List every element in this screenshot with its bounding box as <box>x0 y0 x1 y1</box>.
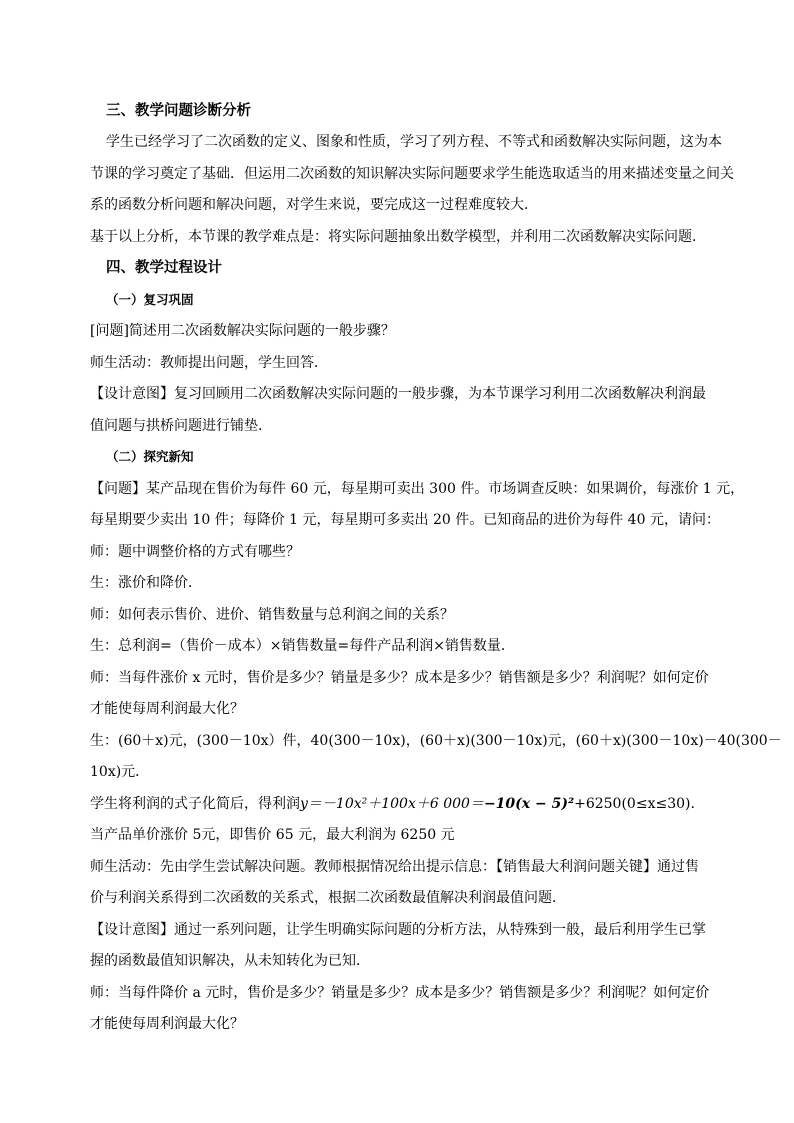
formula-prefix: 学生将利润的式子化简后，得利润 <box>90 796 300 812</box>
paragraph-line: 值问题与拱桥问题进行铺垫． <box>90 418 272 434</box>
paragraph-line: 当产品单价涨价 5元，即售价 65 元，最大利润为 6250 元 <box>90 827 455 843</box>
formula-suffix: +6250(0≤x≤30). <box>574 796 695 812</box>
paragraph-line: 师：题中调整价格的方式有哪些？ <box>90 544 300 560</box>
paragraph-line: 学生已经学习了二次函数的定义、图象和性质，学习了列方程、不等式和函数解决实际问题，这为本 <box>106 134 722 150</box>
paragraph-line: 生：总利润=（售价－成本）×销售数量=每件产品利润×销售数量． <box>90 638 515 654</box>
section-heading-3: 三、教学问题诊断分析 <box>106 102 251 119</box>
paragraph-line: 每星期要少卖出 10 件；每降价 1 元，每星期可多卖出 20 件。已知商品的进价为每件 40 元，请问： <box>90 512 720 528</box>
paragraph-line: 师生活动：教师提出问题，学生回答． <box>90 355 328 371</box>
paragraph-line: 师：当每件降价 a 元时，售价是多少？销量是多少？成本是多少？销售额是多少？利润呢？如何定价 <box>90 985 710 1001</box>
paragraph-line: 师：当每件涨价 x 元时，售价是多少？销量是多少？成本是多少？销售额是多少？利润呢？如何定价 <box>90 670 709 686</box>
subsection-heading-2: （二）探究新知 <box>106 449 194 464</box>
paragraph-line: 节课的学习奠定了基础．但运用二次函数的知识解决实际问题要求学生能选取适当的用来描述变量之间关 <box>90 166 734 182</box>
paragraph-line: 才能使每周利润最大化？ <box>90 701 244 717</box>
section-heading-4: 四、教学过程设计 <box>106 259 222 276</box>
paragraph-line: 系的函数分析问题和解决问题，对学生来说，要完成这一过程难度较大． <box>90 197 538 213</box>
paragraph-line: 【问题】某产品现在售价为每件 60 元，每星期可卖出 300 件。市场调查反映：如果调价，每涨价 1 元， <box>90 481 745 497</box>
paragraph-line: 【设计意图】通过一系列问题，让学生明确实际问题的分析方法，从特殊到一般，最后利用学生已掌 <box>90 922 706 938</box>
paragraph-line: 生：涨价和降价． <box>90 575 202 591</box>
formula-line <box>90 795 695 813</box>
paragraph-line: 师生活动：先由学生尝试解决问题。教师根据情况给出提示信息：【销售最大利润问题关键】通过售 <box>90 859 699 875</box>
paragraph-line: 握的函数最值知识解决，从未知转化为已知． <box>90 953 370 969</box>
paragraph-line: [问题]简述用二次函数解决实际问题的一般步骤？ <box>90 323 395 339</box>
paragraph-line: 基于以上分析，本节课的教学难点是：将实际问题抽象出数学模型，并利用二次函数解决实际问题． <box>90 229 706 245</box>
paragraph-line: 师：如何表示售价、进价、销售数量与总利润之间的关系？ <box>90 607 454 623</box>
paragraph-line: 生：(60＋x)元，(300－10x）件，40(300－10x)，(60＋x)(300－10x)元，(60＋x)(300－10x)－40(300－ <box>90 733 782 749</box>
subsection-heading-1: （一）复习巩固 <box>106 292 194 307</box>
formula-expression-1: y＝－10x²＋100x＋6 000＝ <box>300 796 484 812</box>
paragraph-line: 10x)元． <box>90 764 150 780</box>
formula-expression-2: −10(x − 5)² <box>483 796 575 812</box>
paragraph-line: 才能使每周利润最大化？ <box>90 1016 244 1032</box>
paragraph-line: 【设计意图】复习回顾用二次函数解决实际问题的一般步骤，为本节课学习利用二次函数解决利润最 <box>90 386 706 402</box>
paragraph-line: 价与利润关系得到二次函数的关系式，根据二次函数最值解决利润最值问题． <box>90 890 566 906</box>
